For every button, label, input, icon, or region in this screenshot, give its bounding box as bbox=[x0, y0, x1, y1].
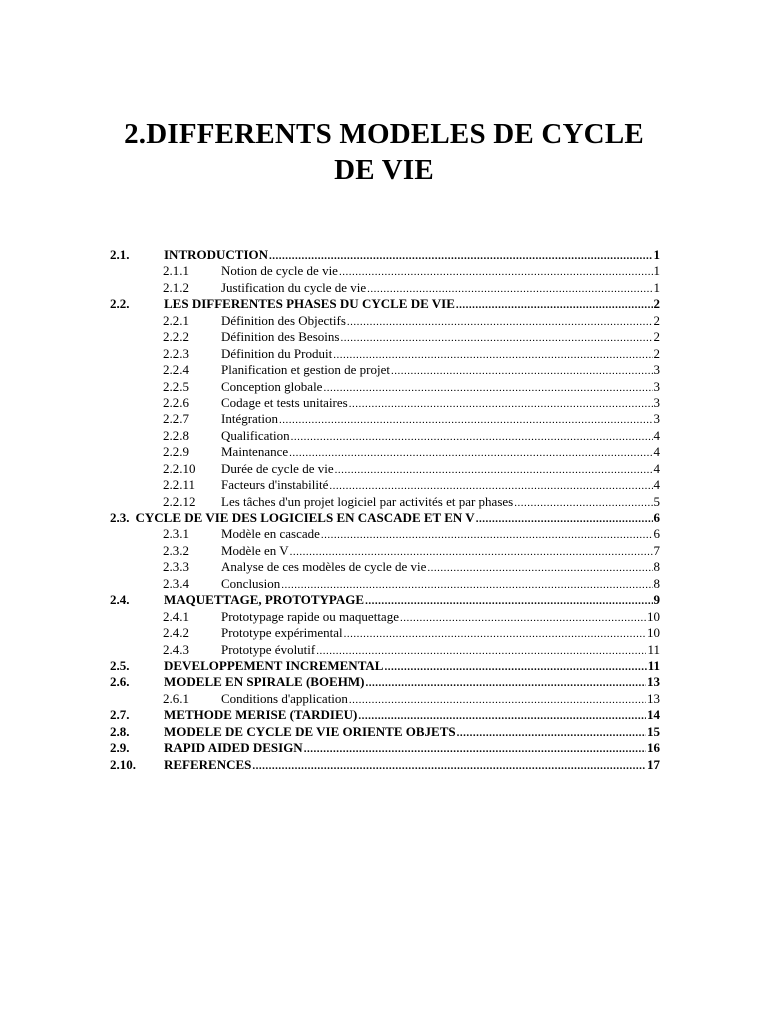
toc-entry-page-number: 3 bbox=[653, 394, 660, 410]
toc-entry-label: MODELE DE CYCLE DE VIE ORIENTE OBJETS bbox=[164, 723, 456, 739]
toc-dot-leader bbox=[367, 281, 652, 297]
toc-subsection-entry[interactable] bbox=[110, 576, 660, 592]
toc-entry-page-number: 4 bbox=[653, 444, 660, 460]
toc-subsection-entry[interactable] bbox=[110, 346, 660, 362]
toc-entry-label: Analyse de ces modèles de cycle de vie bbox=[221, 559, 427, 575]
toc-entry-page-number: 4 bbox=[653, 460, 660, 476]
toc-dot-leader bbox=[349, 396, 653, 412]
toc-entry-page-number: 7 bbox=[653, 542, 660, 558]
toc-dot-leader bbox=[252, 758, 646, 774]
toc-subsection-entry[interactable] bbox=[110, 395, 660, 411]
toc-entry-label: Justification du cycle de vie bbox=[221, 279, 367, 295]
toc-dot-leader bbox=[456, 297, 653, 313]
toc-entry-number: 2.3.3 bbox=[163, 559, 189, 575]
toc-entry-number: 2.6.1 bbox=[163, 690, 189, 706]
toc-entry-page-number: 1 bbox=[653, 263, 660, 279]
toc-dot-leader bbox=[400, 610, 646, 626]
toc-entry-label: Intégration bbox=[221, 411, 279, 427]
toc-dot-leader bbox=[344, 626, 646, 642]
toc-entry-label: Modèle en cascade bbox=[221, 526, 320, 542]
toc-entry-label: Prototype évolutif bbox=[221, 641, 316, 657]
toc-entry-number: 2.2.9 bbox=[163, 444, 189, 460]
toc-dot-leader bbox=[358, 708, 646, 724]
toc-entry-label: RAPID AIDED DESIGN bbox=[164, 740, 303, 756]
toc-dot-leader bbox=[457, 725, 646, 741]
toc-dot-leader bbox=[365, 593, 652, 609]
toc-entry-label: Définition des Besoins bbox=[221, 329, 340, 345]
toc-entry-page-number: 3 bbox=[653, 362, 660, 378]
toc-subsection-entry[interactable] bbox=[110, 428, 660, 444]
toc-entry-number: 2.10. bbox=[110, 756, 136, 772]
toc-dot-leader bbox=[316, 643, 646, 659]
toc-entry-number: 2.1.1 bbox=[163, 263, 189, 279]
toc-entry-page-number: 6 bbox=[653, 510, 660, 525]
toc-subsection-entry[interactable] bbox=[110, 362, 660, 378]
toc-section-entry[interactable] bbox=[110, 740, 660, 756]
toc-entry-page-number: 4 bbox=[653, 427, 660, 443]
toc-entry-number: 2.2.7 bbox=[163, 411, 189, 427]
toc-section-entry[interactable] bbox=[110, 724, 660, 740]
toc-entry-page-number: 3 bbox=[653, 378, 660, 394]
toc-section-entry[interactable] bbox=[110, 674, 660, 690]
toc-entry-label: Conditions d'application bbox=[221, 690, 348, 706]
toc-section-entry[interactable] bbox=[110, 510, 660, 526]
toc-entry-label: LES DIFFERENTES PHASES DU CYCLE DE VIE bbox=[164, 296, 455, 312]
toc-entry-number: 2.4.3 bbox=[163, 641, 189, 657]
toc-entry-number: 2.2.2 bbox=[163, 329, 189, 345]
toc-entry-label: Définition du Produit bbox=[221, 345, 333, 361]
toc-section-entry[interactable] bbox=[110, 592, 660, 608]
toc-dot-leader bbox=[304, 741, 646, 757]
toc-entry-page-number: 11 bbox=[647, 641, 660, 657]
toc-subsection-entry[interactable] bbox=[110, 609, 660, 625]
toc-entry-number: 2.2.4 bbox=[163, 362, 189, 378]
toc-subsection-entry[interactable] bbox=[110, 642, 660, 658]
toc-entry-page-number: 8 bbox=[653, 559, 660, 575]
toc-section-entry[interactable] bbox=[110, 707, 660, 723]
toc-dot-leader bbox=[281, 577, 652, 593]
toc-subsection-entry[interactable] bbox=[110, 411, 660, 427]
toc-entry-label: METHODE MERISE (TARDIEU) bbox=[164, 707, 358, 723]
toc-entry-number: 2.2.3 bbox=[163, 345, 189, 361]
toc-entry-label: Qualification bbox=[221, 427, 290, 443]
toc-entry-number: 2.8. bbox=[110, 723, 130, 739]
toc-entry-number: 2.2.6 bbox=[163, 394, 189, 410]
toc-entry-number: 2.2.12 bbox=[163, 493, 196, 509]
toc-entry-page-number: 15 bbox=[647, 723, 660, 739]
toc-entry-page-number: 17 bbox=[647, 756, 660, 772]
toc-subsection-entry[interactable] bbox=[110, 461, 660, 477]
toc-entry-label: Durée de cycle de vie bbox=[221, 460, 334, 476]
toc-entry-number: 2.3. bbox=[110, 510, 130, 525]
toc-entry-page-number: 14 bbox=[647, 707, 660, 723]
toc-dot-leader bbox=[321, 527, 653, 543]
toc-entry-page-number: 5 bbox=[653, 493, 660, 509]
table-of-contents bbox=[110, 247, 660, 773]
toc-entry-number: 2.5. bbox=[110, 657, 130, 673]
toc-entry-page-number: 1 bbox=[653, 247, 660, 262]
toc-entry-number: 2.4.2 bbox=[163, 625, 189, 641]
toc-dot-leader bbox=[269, 248, 652, 264]
toc-dot-leader bbox=[340, 330, 652, 346]
toc-entry-label: REFERENCES bbox=[164, 756, 252, 772]
toc-subsection-entry[interactable] bbox=[110, 625, 660, 641]
toc-subsection-entry[interactable] bbox=[110, 329, 660, 345]
toc-entry-number: 2.6. bbox=[110, 674, 130, 690]
toc-entry-page-number: 6 bbox=[653, 526, 660, 542]
toc-entry-number: 2.3.1 bbox=[163, 526, 189, 542]
toc-entry-number: 2.2.1 bbox=[163, 312, 189, 328]
toc-dot-leader bbox=[329, 478, 652, 494]
toc-dot-leader bbox=[349, 692, 646, 708]
toc-entry-number: 2.9. bbox=[110, 740, 130, 756]
toc-entry-label: Maintenance bbox=[221, 444, 289, 460]
toc-dot-leader bbox=[289, 445, 652, 461]
toc-subsection-entry[interactable] bbox=[110, 559, 660, 575]
toc-entry-label: Facteurs d'instabilité bbox=[221, 477, 329, 493]
toc-entry-label: MAQUETTAGE, PROTOTYPAGE bbox=[164, 592, 365, 608]
toc-entry-page-number: 11 bbox=[647, 657, 660, 673]
toc-entry-page-number: 2 bbox=[653, 296, 660, 312]
chapter-title-line-1: 2.DIFFERENTS MODELES DE CYCLE bbox=[124, 118, 644, 150]
toc-entry-page-number: 4 bbox=[653, 477, 660, 493]
toc-entry-page-number: 10 bbox=[647, 608, 660, 624]
toc-entry-page-number: 16 bbox=[647, 740, 660, 756]
toc-entry-label: DEVELOPPEMENT INCREMENTAL bbox=[164, 657, 384, 673]
toc-entry-number: 2.2. bbox=[110, 296, 130, 312]
toc-entry-number: 2.2.11 bbox=[163, 477, 196, 493]
toc-subsection-entry[interactable] bbox=[110, 263, 660, 279]
toc-subsection-entry[interactable] bbox=[110, 379, 660, 395]
toc-subsection-entry[interactable] bbox=[110, 444, 660, 460]
toc-entry-label: Codage et tests unitaires bbox=[221, 394, 348, 410]
toc-entry-number: 2.2.5 bbox=[163, 378, 189, 394]
toc-dot-leader bbox=[514, 495, 652, 511]
toc-dot-leader bbox=[279, 412, 652, 428]
toc-entry-number: 2.3.2 bbox=[163, 542, 189, 558]
toc-entry-number: 2.4. bbox=[110, 592, 130, 608]
toc-entry-number: 2.3.4 bbox=[163, 575, 189, 591]
toc-section-entry[interactable] bbox=[110, 658, 660, 674]
toc-entry-page-number: 8 bbox=[653, 575, 660, 591]
chapter-title-line-2: DE VIE bbox=[334, 154, 434, 186]
toc-dot-leader bbox=[384, 659, 646, 675]
toc-dot-leader bbox=[347, 314, 653, 330]
toc-section-entry[interactable] bbox=[110, 757, 660, 773]
toc-dot-leader bbox=[291, 429, 653, 445]
toc-dot-leader bbox=[290, 544, 653, 560]
toc-dot-leader bbox=[427, 560, 652, 576]
toc-entry-page-number: 2 bbox=[653, 329, 660, 345]
toc-entry-label: Conclusion bbox=[221, 575, 281, 591]
toc-entry-number: 2.2.8 bbox=[163, 427, 189, 443]
chapter-title bbox=[60, 116, 708, 188]
toc-subsection-entry[interactable] bbox=[110, 477, 660, 493]
toc-dot-leader bbox=[391, 363, 653, 379]
toc-entry-label: Planification et gestion de projet bbox=[221, 362, 390, 378]
toc-dot-leader bbox=[339, 264, 653, 280]
toc-entry-label: MODELE EN SPIRALE (BOEHM) bbox=[164, 674, 365, 690]
toc-entry-label: Prototype expérimental bbox=[221, 625, 343, 641]
toc-section-entry[interactable] bbox=[110, 247, 660, 263]
toc-entry-page-number: 13 bbox=[647, 674, 660, 690]
toc-dot-leader bbox=[476, 511, 653, 527]
toc-entry-page-number: 2 bbox=[653, 312, 660, 328]
toc-subsection-entry[interactable] bbox=[110, 494, 660, 510]
toc-entry-number: 2.2.10 bbox=[163, 460, 196, 476]
toc-entry-page-number: 10 bbox=[647, 625, 660, 641]
toc-entry-label: Les tâches d'un projet logiciel par activités et par phases bbox=[221, 493, 514, 509]
toc-subsection-entry[interactable] bbox=[110, 543, 660, 559]
toc-entry-label: Définition des Objectifs bbox=[221, 312, 346, 328]
toc-subsection-entry[interactable] bbox=[110, 313, 660, 329]
toc-dot-leader bbox=[335, 462, 653, 478]
toc-entry-page-number: 3 bbox=[653, 411, 660, 427]
toc-entry-page-number: 9 bbox=[653, 592, 660, 608]
toc-subsection-entry[interactable] bbox=[110, 526, 660, 542]
toc-entry-label: Prototypage rapide ou maquettage bbox=[221, 608, 399, 624]
toc-entry-number: 2.1.2 bbox=[163, 279, 189, 295]
toc-subsection-entry[interactable] bbox=[110, 280, 660, 296]
toc-entry-number: 2.4.1 bbox=[163, 608, 189, 624]
toc-entry-label: INTRODUCTION bbox=[164, 247, 269, 262]
toc-entry-page-number: 1 bbox=[653, 279, 660, 295]
toc-entry-label: Conception globale bbox=[221, 378, 323, 394]
toc-entry-label: Notion de cycle de vie bbox=[221, 263, 338, 279]
toc-dot-leader bbox=[323, 380, 652, 396]
toc-entry-number: 2.7. bbox=[110, 707, 130, 723]
toc-entry-number: 2.1. bbox=[110, 247, 130, 262]
toc-dot-leader bbox=[365, 675, 646, 691]
toc-section-entry[interactable] bbox=[110, 296, 660, 312]
toc-subsection-entry[interactable] bbox=[110, 691, 660, 707]
toc-entry-label: Modèle en V bbox=[221, 542, 289, 558]
toc-entry-page-number: 2 bbox=[653, 345, 660, 361]
toc-entry-label: CYCLE DE VIE DES LOGICIELS EN CASCADE ET EN V bbox=[135, 510, 475, 525]
toc-dot-leader bbox=[333, 347, 652, 363]
toc-entry-page-number: 13 bbox=[647, 690, 660, 706]
